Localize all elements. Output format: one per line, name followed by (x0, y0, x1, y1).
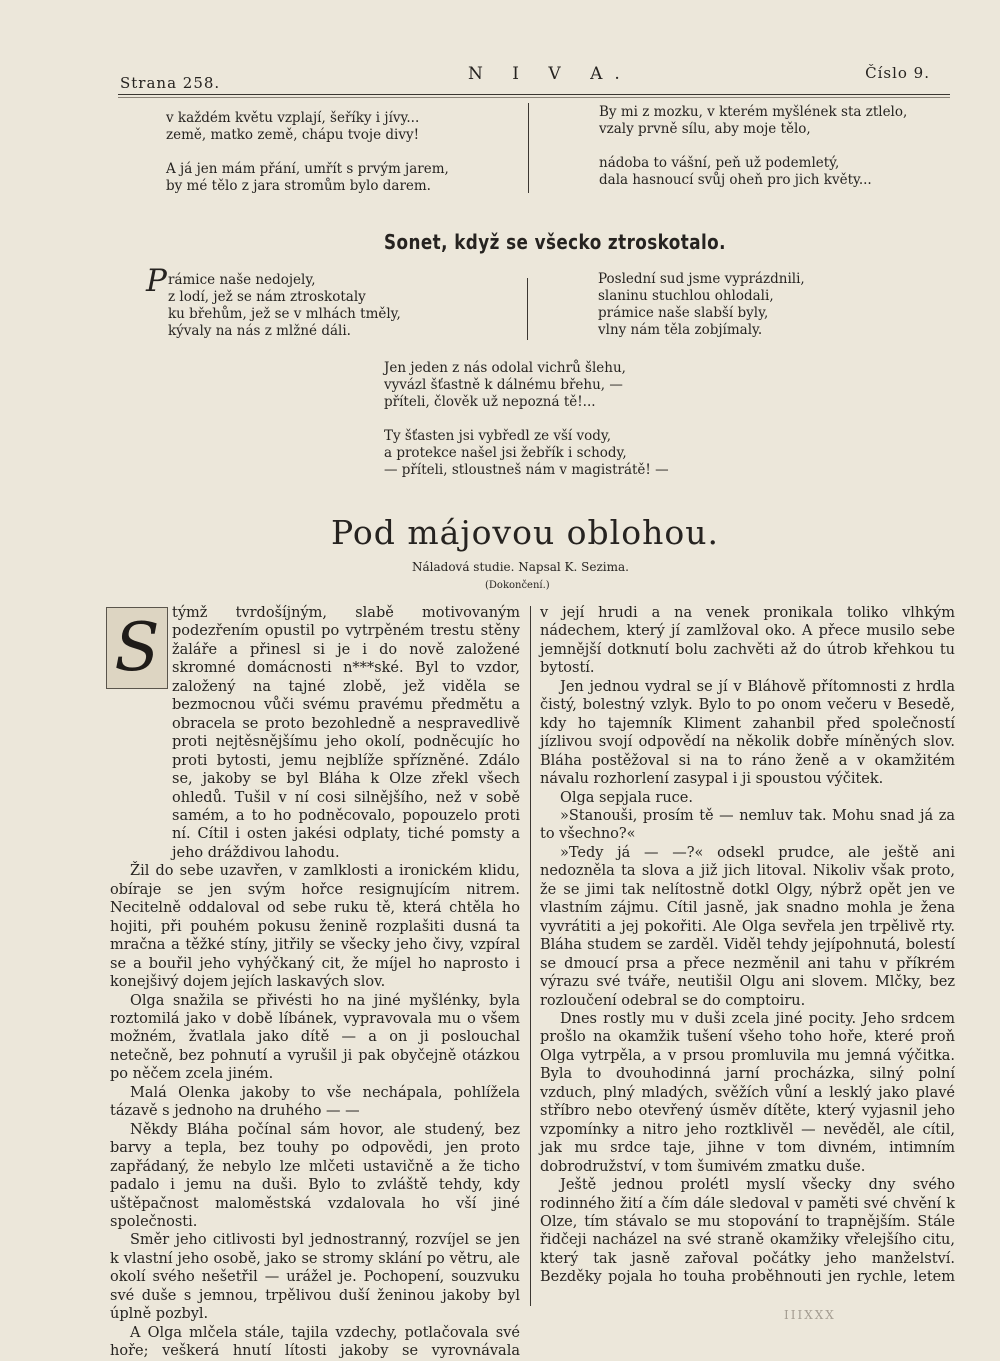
article-paragraph: Směr jeho citlivosti byl jednostranný, rozvíjel se jen k vlastní jeho osobě, jako se stromy sklání po větru, ale okolí svého nešetřil — urážel je. Pochopení, souzvuku své duše s jemnou, trpělivou duší ženinou jakoby byl úplně pozbyl. (110, 1232, 520, 1323)
article-paragraph: Dnes rostly mu v duši zcela jiné pocity. Jeho srdcem prošlo na okamžik tušení všeho toho hoře, které proň Olga vytrpěla, a v prsou promluvila mu jemná výčitka. Byla to dvouhodinná jarní procházka, silný polní vzduch, plný mladých, svěžích vůní a lesklý jako plavé stříbro nebo otevřený úsměv dítěte, který vyjasnil jeho vzpomínky a nitro jeho roztklivěl — nevěděl, ale cítil, jak mu srdce taje, jihne v tom divném, intimním dobrodružství, v tom šumivém zmatku duše. (540, 1010, 955, 1175)
article-paragraph: A Olga mlčela stále, tajila vzdechy, potlačovala své hoře; veškerá hnutí lítosti jakoby se vyrovnávala (110, 1324, 520, 1360)
page-number: Strana 258. (120, 74, 221, 92)
top-verse-left: v každém květu vzplají, šeříky i jívy... země, matko země, chápu tvoje divy! A já jen mám přání, umřít s prvým jarem, by mé tělo z jara stromům bylo darem. (166, 110, 449, 194)
article-paragraph: Olga snažila se přivésti ho na jiné myšlénky, byla roztomilá jako v době líbánek, vypravovala mu o všem možném, žvatlala jako dítě — a on ji poslouchal netečně, bez pohnutí a vyrušil ji pak obyčejně otázkou po něčem zcela jiném. (110, 992, 520, 1083)
article-paragraph: Žil do sebe uzavřen, v zamlklosti a ironickém klidu, obíraje se jen svým hořce resignujícím nitrem. Necitelně oddaloval od sebe ruku tě, která chtěla ho hojiti, při pouhém pokusu ženině rozplašiti dusná ta mračna a těžké stíny, jitřily se všecky jeho čivy, vzpíral se a bouřil jeho vyhýčkaný cit, že míjel ho naprosto i konejšivý dojem jejích laskavých slov. (110, 863, 520, 991)
article-column-left (110, 604, 520, 1361)
article-continuation-note: (Dokončení.) (485, 580, 550, 591)
article-paragraph: týmž tvrdošíjným, slabě motivovaným podezřením opustil po vytrpěném trestu stěny žaláře a přinesl si je i do nově založené skromné domácnosti n***ské. Byl to vzdor, založený na tajné zlobě, jež viděla se bezmocnou vůči svému pravému předmětu a obracela se proto bezohledně a nespravedlivě proti nejtěsnějšímu jeho okolí, podněcujíc ho proti bytosti, jemu nejblíže spřízněné. Zdálo se, jakoby se byl Bláha k Olze zřekl všech ohledů. Tušil v ní cosi silnějšího, než v sobě samém, a to ho podněcovalo, popouzelo proti ní. Cítil i osten jakési odplaty, tiché pomsty a jeho dráždivou lahodu. (172, 605, 520, 861)
article-paragraph: v její hrudi a na venek pronikala toliko vlhkým nádechem, který jí zamlžoval oko. A přece musilo sebe jemnější dotknutí bolu zachvěti až do útrob křehkou tu bytostí. (540, 605, 955, 677)
article-paragraph: Někdy Bláha počínal sám hovor, ale studený, bez barvy a tepla, bez touhy po odpovědi, jen proto zapřádaný, že nebylo lze mlčeti ustavičně a že ticho padalo i jemu na duši. Bylo to zvláště tehdy, kdy uštěpačnost maloměstská vzdalovala ho vší jiné společnosti. (110, 1121, 520, 1230)
sonnet-dropcap: P (146, 263, 167, 299)
sonnet-stanza-3: Jen jeden z nás odolal vichrů šlehu, vyvázl šťastně k dálnému břehu, — příteli, člověk už nepozná tě!... (384, 360, 626, 410)
sonnet-stanza-1: rámice naše nedojely, z lodí, jež se nám ztroskotaly ku břehům, jež se v mlhách tměly, kývaly na nás z mlžné dáli. (168, 272, 401, 339)
article-paragraph: »Tedy já — —?« odsekl prudce, ale ještě ani nedozněla ta slova a již jich litoval. Nikoliv však proto, že se jimi tak nelítostně dotkl Olgy, nýbrž opět jen ve vlastním zájmu. Cítil jasně, jak snadno mohla je žena vyvrátiti a jej pokořiti. Ale Olga sevřela jen trpělivě rty. Bláha studem se zarděl. Viděl tehdy jejípohnutá, bolestí se dmoucí prsa a přece nezměnil ani tahu v příkrém výrazu své tváře, neutišil Olgu ani slovem. Mlčky, bez rozloučení odebral se do comptoiru. (540, 844, 955, 1009)
article-paragraph: »Stanouši, prosím tě — nemluv tak. Mohu snad já za to všechno?« (540, 807, 955, 843)
column-divider (530, 606, 531, 1306)
article-paragraph: Jen jednou vydral se jí v Bláhově přítomnosti z hrdla čistý, bolestný vzlyk. Bylo to po onom večeru v Besedě, kdy ho tajemník Kliment zahanbil před společností jízlivou svojí odpovědí na několik dobře míněných slov. Bláha postěžoval si na to ráno ženě a v okamžitém návalu rozhorlení zasypal i ji spoustou výčitek. (540, 678, 955, 788)
magazine-title: N I V A. (468, 64, 632, 84)
bleed-through-mark: IIIXXX (784, 1308, 836, 1322)
article-subtitle: Náladová studie. Napsal K. Sezima. (412, 560, 629, 574)
article-paragraph: Ještě jednou prolétl myslí všecky dny svého rodinného žití a čím dále sledoval v paměti své chvění k Olze, tím stávalo se mu stopování to trapnějším. Stále řidčeji nacházel na své straně okamžiky vřelejšího citu, který tak jasně zařoval počátky jeho manželství. Bezděky pojala ho touha proběhnouti jen rychle, letem (540, 1177, 955, 1286)
sonnet-divider (527, 278, 528, 340)
sonnet-title: Sonet, když se všecko ztroskotalo. (384, 230, 726, 254)
issue-number: Číslo 9. (865, 64, 930, 82)
article-column-right (540, 604, 955, 1287)
header-rule-secondary (118, 97, 950, 98)
top-verse-right: By mi z mozku, v kterém myšlének sta ztlelo, vzaly prvně sílu, aby moje tělo, nádoba to vášní, peň už podemletý, dala hasnoucí svůj oheň pro jich květy... (599, 104, 908, 188)
article-title: Pod májovou oblohou. (331, 513, 719, 552)
header-rule (118, 94, 950, 95)
article-paragraph: Olga sepjala ruce. (560, 789, 693, 806)
verse-divider (528, 103, 529, 193)
sonnet-stanza-4: Ty šťasten jsi vybředl ze vší vody, a protekce našel jsi žebřík i schody, — příteli, stloustneš nám v magistrátě! — (384, 428, 669, 478)
sonnet-stanza-2: Poslední sud jsme vyprázdnili, slaninu stuchlou ohlodali, prámice naše slabší byly, vlny nám těla zobjímaly. (598, 271, 805, 338)
article-dropcap-letter: S (114, 609, 160, 686)
article-paragraph: Malá Olenka jakoby to vše nechápala, pohlížela tázavě s jednoho na druhého — — (110, 1084, 520, 1120)
